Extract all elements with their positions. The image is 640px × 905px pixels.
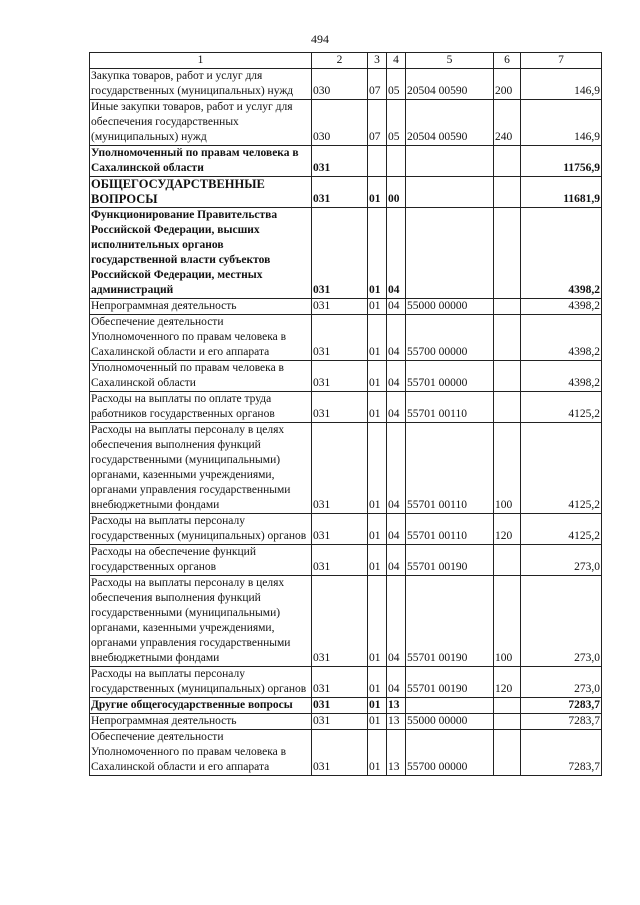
row-article-code: 55701 00190 [406,545,494,576]
table-row [90,208,602,299]
table-row [90,69,602,100]
row-amount: 4125,2 [521,392,602,423]
table-row [90,100,602,146]
row-section-code: 01 [368,299,387,315]
row-section-code: 01 [368,361,387,392]
row-ministry-code: 030 [312,100,368,146]
row-subsection-code: 04 [387,392,406,423]
row-subsection-code: 04 [387,208,406,299]
table-row [90,730,602,776]
row-amount: 7283,7 [521,730,602,776]
row-amount: 4125,2 [521,514,602,545]
table-row [90,423,602,514]
row-amount: 273,0 [521,576,602,667]
row-ministry-code: 031 [312,392,368,423]
row-ministry-code: 031 [312,514,368,545]
row-subsection-code: 13 [387,714,406,730]
table-row [90,545,602,576]
row-name: Непрограммная деятельность [90,714,312,730]
row-name: Обеспечение деятельности Уполномоченного по правам человека в Сахалинской области и его аппарата [90,730,312,776]
row-section-code: 01 [368,730,387,776]
row-section-code: 01 [368,714,387,730]
table-row [90,146,602,177]
row-ministry-code: 031 [312,545,368,576]
column-header: 6 [494,53,521,69]
row-name: Расходы на обеспечение функций государственных органов [90,545,312,576]
table-row [90,576,602,667]
row-amount: 11681,9 [521,177,602,208]
row-name: Обеспечение деятельности Уполномоченного по правам человека в Сахалинской области и его аппарата [90,315,312,361]
row-section-code: 01 [368,698,387,714]
row-subsection-code: 04 [387,667,406,698]
row-expense-type-code [494,730,521,776]
row-article-code: 55701 00110 [406,392,494,423]
row-amount: 4125,2 [521,423,602,514]
row-article-code: 55701 00110 [406,514,494,545]
row-subsection-code: 04 [387,299,406,315]
row-name: ОБЩЕГОСУДАРСТВЕННЫЕ ВОПРОСЫ [90,177,312,208]
row-section-code: 01 [368,514,387,545]
row-article-code: 55701 00110 [406,423,494,514]
row-subsection-code: 04 [387,315,406,361]
row-section-code: 01 [368,315,387,361]
row-expense-type-code [494,698,521,714]
row-amount: 4398,2 [521,315,602,361]
row-expense-type-code: 240 [494,100,521,146]
row-ministry-code: 031 [312,299,368,315]
row-name: Иные закупки товаров, работ и услуг для обеспечения государственных (муниципальных) нужд [90,100,312,146]
row-expense-type-code: 200 [494,69,521,100]
row-amount: 146,9 [521,100,602,146]
row-article-code [406,208,494,299]
row-expense-type-code [494,361,521,392]
row-name: Уполномоченный по правам человека в Сахалинской области [90,361,312,392]
row-ministry-code: 031 [312,146,368,177]
row-amount: 4398,2 [521,361,602,392]
row-expense-type-code [494,392,521,423]
row-expense-type-code: 100 [494,423,521,514]
row-amount: 4398,2 [521,299,602,315]
row-name: Непрограммная деятельность [90,299,312,315]
row-article-code [406,146,494,177]
row-expense-type-code [494,299,521,315]
row-ministry-code: 031 [312,177,368,208]
table-row [90,667,602,698]
row-name: Расходы на выплаты по оплате труда работников государственных органов [90,392,312,423]
table-header-row [90,53,602,69]
column-header: 3 [368,53,387,69]
column-header: 1 [90,53,312,69]
row-subsection-code: 05 [387,100,406,146]
table-row [90,361,602,392]
row-subsection-code [387,146,406,177]
row-name: Другие общегосударственные вопросы [90,698,312,714]
row-expense-type-code [494,714,521,730]
row-subsection-code: 04 [387,361,406,392]
row-section-code: 01 [368,208,387,299]
row-ministry-code: 031 [312,730,368,776]
row-subsection-code: 00 [387,177,406,208]
row-expense-type-code [494,208,521,299]
row-name: Расходы на выплаты персоналу в целях обеспечения выполнения функций государственными (муниципальными) органами, казенными учреждениями, органами управления государственными внебюджетными фондами [90,423,312,514]
row-subsection-code: 13 [387,730,406,776]
row-ministry-code: 031 [312,667,368,698]
budget-table [89,52,602,776]
row-article-code: 55701 00190 [406,667,494,698]
table-row [90,315,602,361]
row-subsection-code: 13 [387,698,406,714]
row-amount: 273,0 [521,667,602,698]
row-name: Расходы на выплаты персоналу государственных (муниципальных) органов [90,514,312,545]
row-amount: 7283,7 [521,714,602,730]
column-header: 5 [406,53,494,69]
row-expense-type-code [494,146,521,177]
row-expense-type-code [494,177,521,208]
row-name: Закупка товаров, работ и услуг для государственных (муниципальных) нужд [90,69,312,100]
row-article-code: 55701 00190 [406,576,494,667]
page-number: 494 [311,32,329,46]
table-row [90,714,602,730]
row-ministry-code: 031 [312,423,368,514]
row-amount: 273,0 [521,545,602,576]
row-article-code: 55701 00000 [406,361,494,392]
row-name: Функционирование Правительства Российской Федерации, высших исполнительных органов государственной власти субъектов Российской Федерации, местных администраций [90,208,312,299]
table-row [90,698,602,714]
row-section-code: 01 [368,423,387,514]
table-row [90,177,602,208]
row-ministry-code: 030 [312,69,368,100]
row-article-code: 55700 00000 [406,730,494,776]
row-amount: 11756,9 [521,146,602,177]
row-subsection-code: 04 [387,423,406,514]
table-row [90,514,602,545]
row-section-code: 01 [368,392,387,423]
row-name: Расходы на выплаты персоналу в целях обеспечения выполнения функций государственными (муниципальными) органами, казенными учреждениями, органами управления государственными внебюджетными фондами [90,576,312,667]
row-section-code: 07 [368,100,387,146]
row-amount: 4398,2 [521,208,602,299]
row-section-code: 01 [368,667,387,698]
row-ministry-code: 031 [312,361,368,392]
row-name: Уполномоченный по правам человека в Сахалинской области [90,146,312,177]
column-header: 4 [387,53,406,69]
row-subsection-code: 04 [387,576,406,667]
row-expense-type-code [494,315,521,361]
row-ministry-code: 031 [312,714,368,730]
row-amount: 146,9 [521,69,602,100]
row-expense-type-code [494,545,521,576]
row-subsection-code: 04 [387,545,406,576]
row-subsection-code: 05 [387,69,406,100]
row-expense-type-code: 100 [494,576,521,667]
column-header: 2 [312,53,368,69]
row-ministry-code: 031 [312,315,368,361]
row-section-code: 01 [368,576,387,667]
row-ministry-code: 031 [312,208,368,299]
row-section-code: 01 [368,545,387,576]
row-article-code: 55700 00000 [406,315,494,361]
row-expense-type-code: 120 [494,514,521,545]
row-article-code: 55000 00000 [406,299,494,315]
row-section-code: 01 [368,177,387,208]
row-section-code: 07 [368,69,387,100]
row-amount: 7283,7 [521,698,602,714]
row-article-code: 20504 00590 [406,100,494,146]
row-ministry-code: 031 [312,576,368,667]
row-ministry-code: 031 [312,698,368,714]
table-row [90,392,602,423]
row-article-code: 55000 00000 [406,714,494,730]
row-subsection-code: 04 [387,514,406,545]
row-article-code [406,177,494,208]
row-name: Расходы на выплаты персоналу государственных (муниципальных) органов [90,667,312,698]
column-header: 7 [521,53,602,69]
row-section-code [368,146,387,177]
row-expense-type-code: 120 [494,667,521,698]
row-article-code [406,698,494,714]
table-row [90,299,602,315]
row-article-code: 20504 00590 [406,69,494,100]
